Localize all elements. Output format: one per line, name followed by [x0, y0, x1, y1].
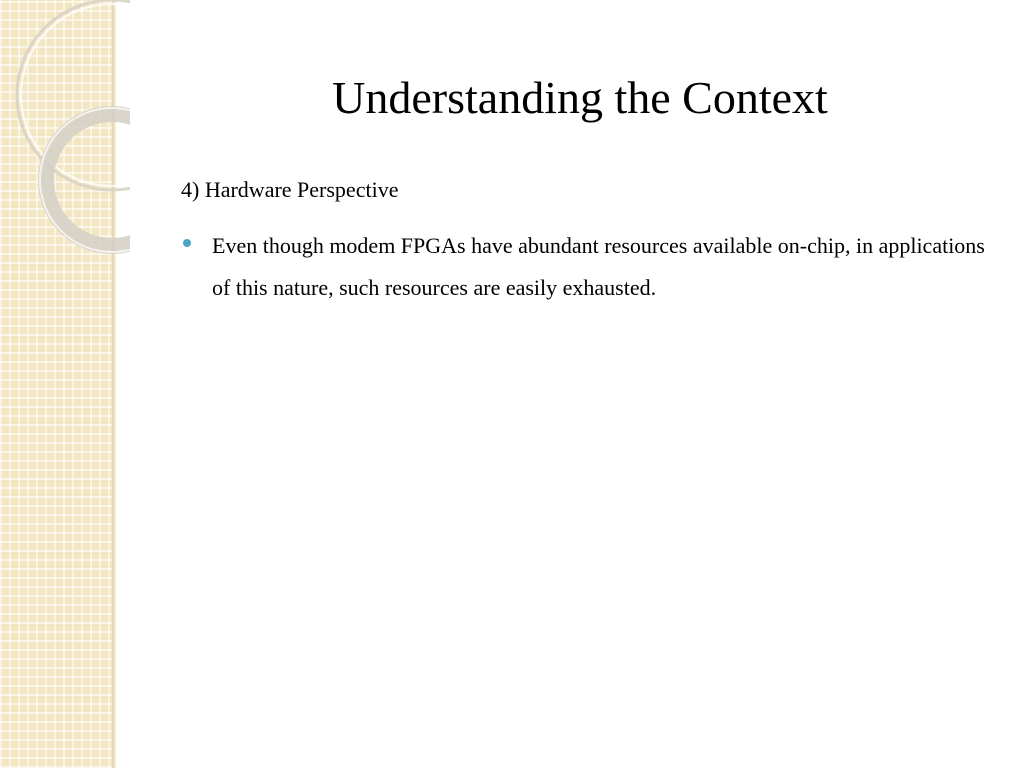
bullet-text: Even though modem FPGAs have abundant resources available on-chip, in applications of this nature, such resources are easily exhausted.: [212, 233, 985, 300]
slide-title: Understanding the Context: [332, 72, 828, 123]
large-ring: [17, 0, 130, 190]
bullet-dot-icon: [183, 239, 191, 247]
decorative-rings: [0, 0, 130, 260]
bullet-list: [181, 225, 991, 309]
large-ring-highlight: [21, 4, 130, 186]
section-subheading: 4) Hardware Perspective: [181, 177, 399, 202]
bullet-item: [181, 225, 991, 309]
small-ring: [46, 114, 130, 246]
